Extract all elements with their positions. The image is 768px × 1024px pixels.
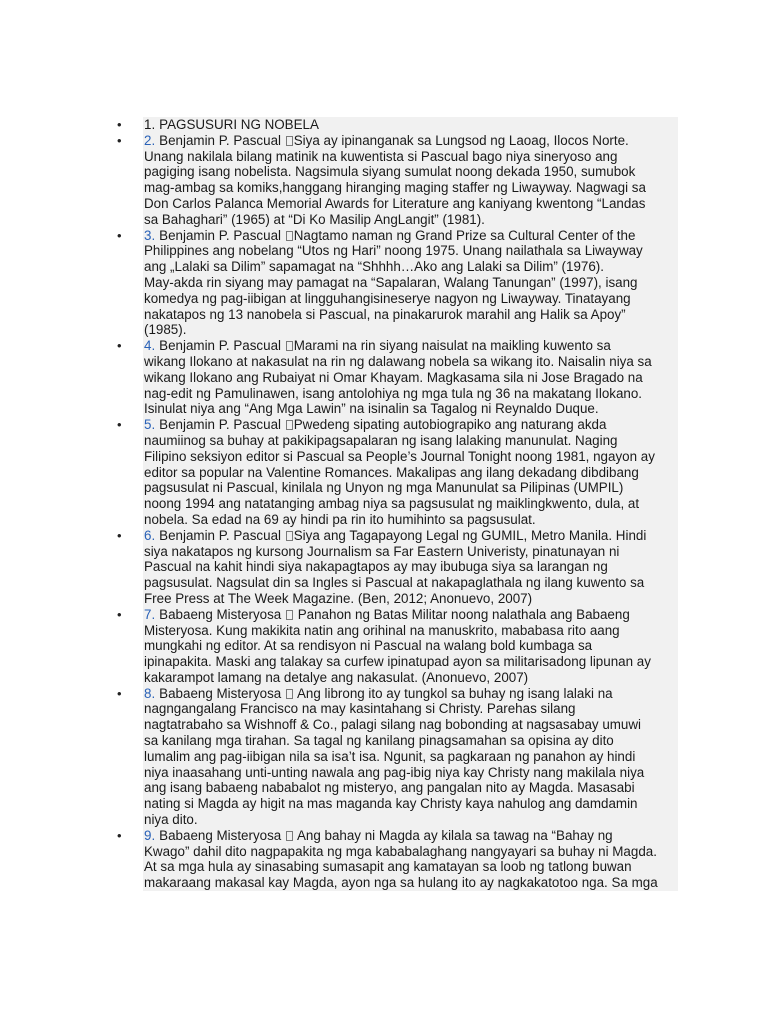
bullet-icon: • <box>117 527 122 543</box>
text-line <box>143 449 678 465</box>
line-text: Filipino seksiyon editor si Pascual sa People’s Journal Tonight noong 1981, ngayon ay <box>144 448 655 464</box>
line-text: Free Press at The Week Magazine. (Ben, 2012; Anonuevo, 2007) <box>144 590 533 606</box>
missing-glyph-icon <box>286 531 293 541</box>
line-text: wikang Ilokano ang Rubaiyat ni Omar Khayam. Magkasama sila ni Jose Bragado na <box>144 369 643 385</box>
text-line <box>143 386 678 402</box>
text-line <box>143 528 678 544</box>
list-item <box>110 133 678 228</box>
missing-glyph-icon <box>286 689 293 699</box>
text-line <box>143 591 678 607</box>
line-text: Panahon ng Batas Militar noong nalathala ang Babaeng <box>297 606 630 622</box>
line-text: Kwago” dahil dito nagpapakita ng mga kababalaghang nangyayari sa buhay ni Magda. <box>144 843 657 859</box>
line-text: nakatapos ng 13 nanobela si Pascual, na pinakarurok marahil ang Halik sa Apoy” <box>144 306 626 322</box>
item-lead-title: Benjamin P. Pascual <box>159 227 282 243</box>
text-line <box>143 638 678 654</box>
line-text: sa kanilang mga tirahan. Sa tagal ng kanilang pinagsamahan sa opisina ay dito <box>144 733 614 749</box>
item-number: 7. <box>144 606 156 622</box>
item-lead-title: Benjamin P. Pascual <box>159 132 282 148</box>
text-line <box>143 875 678 891</box>
text-line <box>143 307 678 323</box>
text-line <box>143 733 678 749</box>
line-text: sa Bahaghari” (1965) at “Di Ko Masilip AngLangit” (1981). <box>144 211 485 227</box>
text-line <box>143 780 678 796</box>
item-number: 6. <box>144 527 156 543</box>
text-line <box>143 259 678 275</box>
line-text: nagngangalang Francisco na may kasintahang si Christy. Parehas silang <box>144 701 576 717</box>
text-line <box>143 322 678 338</box>
line-text: Siya ay ipinanganak sa Lungsod ng Laoag, Ilocos Norte. <box>293 132 629 148</box>
line-text: niya inaasahang unti-unting nawala ang pag-ibig niya kay Christy nang makilala niya <box>144 764 645 780</box>
slide-text-list <box>110 117 678 891</box>
text-line <box>143 670 678 686</box>
line-text: (1985). <box>144 322 187 338</box>
text-line <box>143 370 678 386</box>
line-text: pagsusulat. Nagsulat din sa Ingles si Pascual at nakapaglathala ng ilang kuwento sa <box>144 575 645 591</box>
text-line <box>143 512 678 528</box>
text-line <box>143 480 678 496</box>
text-line <box>143 133 678 149</box>
line-text: mungkahi ng editor. At sa rendisyon ni Pascual na walang bold kumbaga sa <box>144 638 593 654</box>
text-line <box>143 859 678 875</box>
line-text: Siya ang Tagapayong Legal ng GUMIL, Metro Manila. Hindi <box>293 527 647 543</box>
text-line <box>143 196 678 212</box>
text-line <box>143 828 678 844</box>
text-line <box>143 228 678 244</box>
text-line <box>143 117 678 133</box>
list-item <box>110 828 678 891</box>
text-line <box>143 354 678 370</box>
bullet-icon: • <box>117 417 122 433</box>
line-text: nagtatrabaho sa Wishnoff & Co., palagi silang nag bobonding at nagsasabay umuwi <box>144 717 642 733</box>
line-text: PAGSUSURI NG NOBELA <box>159 117 319 132</box>
line-text: Isinulat niya ang “Ang Mga Lawin” na isinalin sa Tagalog ni Reynaldo Duque. <box>144 401 599 417</box>
text-line <box>143 686 678 702</box>
item-number: 5. <box>144 417 156 433</box>
item-number: 4. <box>144 338 156 354</box>
text-line <box>143 575 678 591</box>
text-line <box>143 607 678 623</box>
missing-glyph-icon <box>286 610 293 620</box>
item-number: 1. <box>144 117 156 132</box>
text-line <box>143 765 678 781</box>
line-text: makaraang makasal kay Magda, ayon nga sa hulang ito ay nagkakatotoo nga. Sa mga <box>144 875 658 891</box>
text-line <box>143 212 678 228</box>
text-line <box>143 433 678 449</box>
text-line <box>143 243 678 259</box>
text-line <box>143 164 678 180</box>
line-text: nobela. Sa edad na 69 ay hindi pa rin ito humihinto sa pagsusulat. <box>144 511 536 527</box>
text-line <box>143 623 678 639</box>
line-text: Pwedeng sipating autobiograpiko ang naturang akda <box>293 417 607 433</box>
item-number: 2. <box>144 132 156 148</box>
item-lead-title: Babaeng Misteryosa <box>159 685 282 701</box>
bullet-icon: • <box>117 132 122 148</box>
line-text: Misteryosa. Kung makikita natin ang orihinal na manuskrito, mababasa rito aang <box>144 622 620 638</box>
list-item <box>110 686 678 828</box>
line-text: ang „Lalaki sa Dilim” sapamagat na “Shhhh…Ako ang Lalaki sa Dilim” (1976). <box>144 259 604 275</box>
item-lead-title: Babaeng Misteryosa <box>159 827 282 843</box>
line-text: ipinapakita. Maski ang talakay sa curfew ipinatupad ayon sa militarisadong lipunan ay <box>144 654 651 670</box>
line-text: lumalim ang pag-iibigan nila sa isa’t isa. Ngunit, sa pagkaraan ng panahon ay hindi <box>144 748 636 764</box>
text-line <box>143 417 678 433</box>
bullet-icon: • <box>117 606 122 622</box>
line-text: Ang librong ito ay tungkol sa buhay ng isang lalaki na <box>296 685 613 701</box>
text-line <box>143 149 678 165</box>
line-text: Philippines ang nobelang “Utos ng Hari” noong 1975. Unang nailathala sa Liwayway <box>144 243 643 259</box>
text-line <box>143 796 678 812</box>
missing-glyph-icon <box>286 420 293 430</box>
text-line <box>143 717 678 733</box>
item-number: 8. <box>144 685 156 701</box>
line-text: editor sa popular na Valentine Romances. Makalipas ang ilang dekadang dibdibang <box>144 464 639 480</box>
line-text: nag-edit ng Pamulinawen, isang antolohiya ng mga tula ng 36 na makatang Ilokano. <box>144 385 643 401</box>
missing-glyph-icon <box>286 136 293 146</box>
missing-glyph-icon <box>286 341 293 351</box>
list-item <box>110 528 678 607</box>
item-lead-title: Babaeng Misteryosa <box>159 606 282 622</box>
item-lead-title: Benjamin P. Pascual <box>159 527 282 543</box>
line-text: kakarampot lamang na detalye ang nakasulat. (Anonuevo, 2007) <box>144 669 529 685</box>
line-text: nating si Magda ay higit na mas maganda kay Christy kaya nahulog ang damdamin <box>144 796 638 812</box>
missing-glyph-icon <box>286 231 293 241</box>
item-number: 3. <box>144 227 156 243</box>
line-text: Nagtamo naman ng Grand Prize sa Cultural Center of the <box>293 227 636 243</box>
text-line <box>143 275 678 291</box>
line-text: wikang Ilokano at nakasulat na rin ng dalawang nobela sa wikang ito. Naisalin niya sa <box>144 353 652 369</box>
line-text: At sa mga hula ay sinasabing sumasapit ang kamatayan sa loob ng tatlong buwan <box>144 859 632 875</box>
line-text: Pascual na kahit hindi siya nakapagtapos ay may ibubuga siya sa larangan ng <box>144 559 608 575</box>
text-line <box>143 749 678 765</box>
text-line <box>143 180 678 196</box>
list-item <box>110 607 678 686</box>
text-line <box>143 291 678 307</box>
line-text: pagsusulat ni Pascual, kinilala ng Unyon ng mga Manunulat sa Pilipinas (UMPIL) <box>144 480 624 496</box>
line-text: Don Carlos Palanca Memorial Awards for Literature ang kaniyang kwentong “Landas <box>144 195 646 211</box>
line-text: May-akda rin siyang may pamagat na “Sapalaran, Walang Tanungan” (1997), isang <box>144 274 638 290</box>
text-line <box>143 559 678 575</box>
list-item <box>110 228 678 339</box>
line-text: Marami na rin siyang naisulat na maikling kuwento sa <box>293 338 611 354</box>
missing-glyph-icon <box>286 831 293 841</box>
text-line <box>143 338 678 354</box>
line-text: ang isang babaeng nababalot ng misteryo, ang pangalan nito ay Magda. Masasabi <box>144 780 635 796</box>
list-item <box>110 117 678 133</box>
bullet-icon: • <box>117 685 122 701</box>
line-text: niya dito. <box>144 812 198 828</box>
list-item <box>110 417 678 528</box>
text-line <box>143 465 678 481</box>
text-line <box>143 496 678 512</box>
line-text: Unang nakilala bilang matinik na kuwentista si Pascual bago niya sineryoso ang <box>144 148 618 164</box>
list-item <box>110 338 678 417</box>
text-line <box>143 812 678 828</box>
line-text: naumiinog sa buhay at pakikipagsapalaran ng isang lalaking manunulat. Naging <box>144 432 618 448</box>
line-text: pagiging isang nobelista. Nagsimula siyang sumulat noong dekada 1950, sumubok <box>144 164 636 180</box>
text-line <box>143 544 678 560</box>
bullet-icon: • <box>117 227 122 243</box>
line-text: siya nakatapos ng kursong Journalism sa Far Eastern Univeristy, pinatunayan ni <box>144 543 620 559</box>
text-line <box>143 654 678 670</box>
line-text: noong 1994 ang natatanging ambag niya sa pagsusulat ng maiklingkwento, dula, at <box>144 496 640 512</box>
bullet-icon: • <box>117 338 122 354</box>
item-lead-title: Benjamin P. Pascual <box>159 417 282 433</box>
item-lead-title: Benjamin P. Pascual <box>159 338 282 354</box>
text-line <box>143 844 678 860</box>
bullet-icon: • <box>117 117 122 132</box>
line-text: komedya ng pag-iibigan at lingguhangisineserye nagyon ng Liwayway. Tinatayang <box>144 290 631 306</box>
text-line <box>143 701 678 717</box>
line-text: Ang bahay ni Magda ay kilala sa tawag na “Bahay ng <box>296 827 613 843</box>
text-line <box>143 401 678 417</box>
item-number: 9. <box>144 827 156 843</box>
line-text: mag-ambag sa komiks,hanggang hiranging maging staffer ng Liwayway. Nagwagi sa <box>144 180 646 196</box>
bullet-icon: • <box>117 827 122 843</box>
